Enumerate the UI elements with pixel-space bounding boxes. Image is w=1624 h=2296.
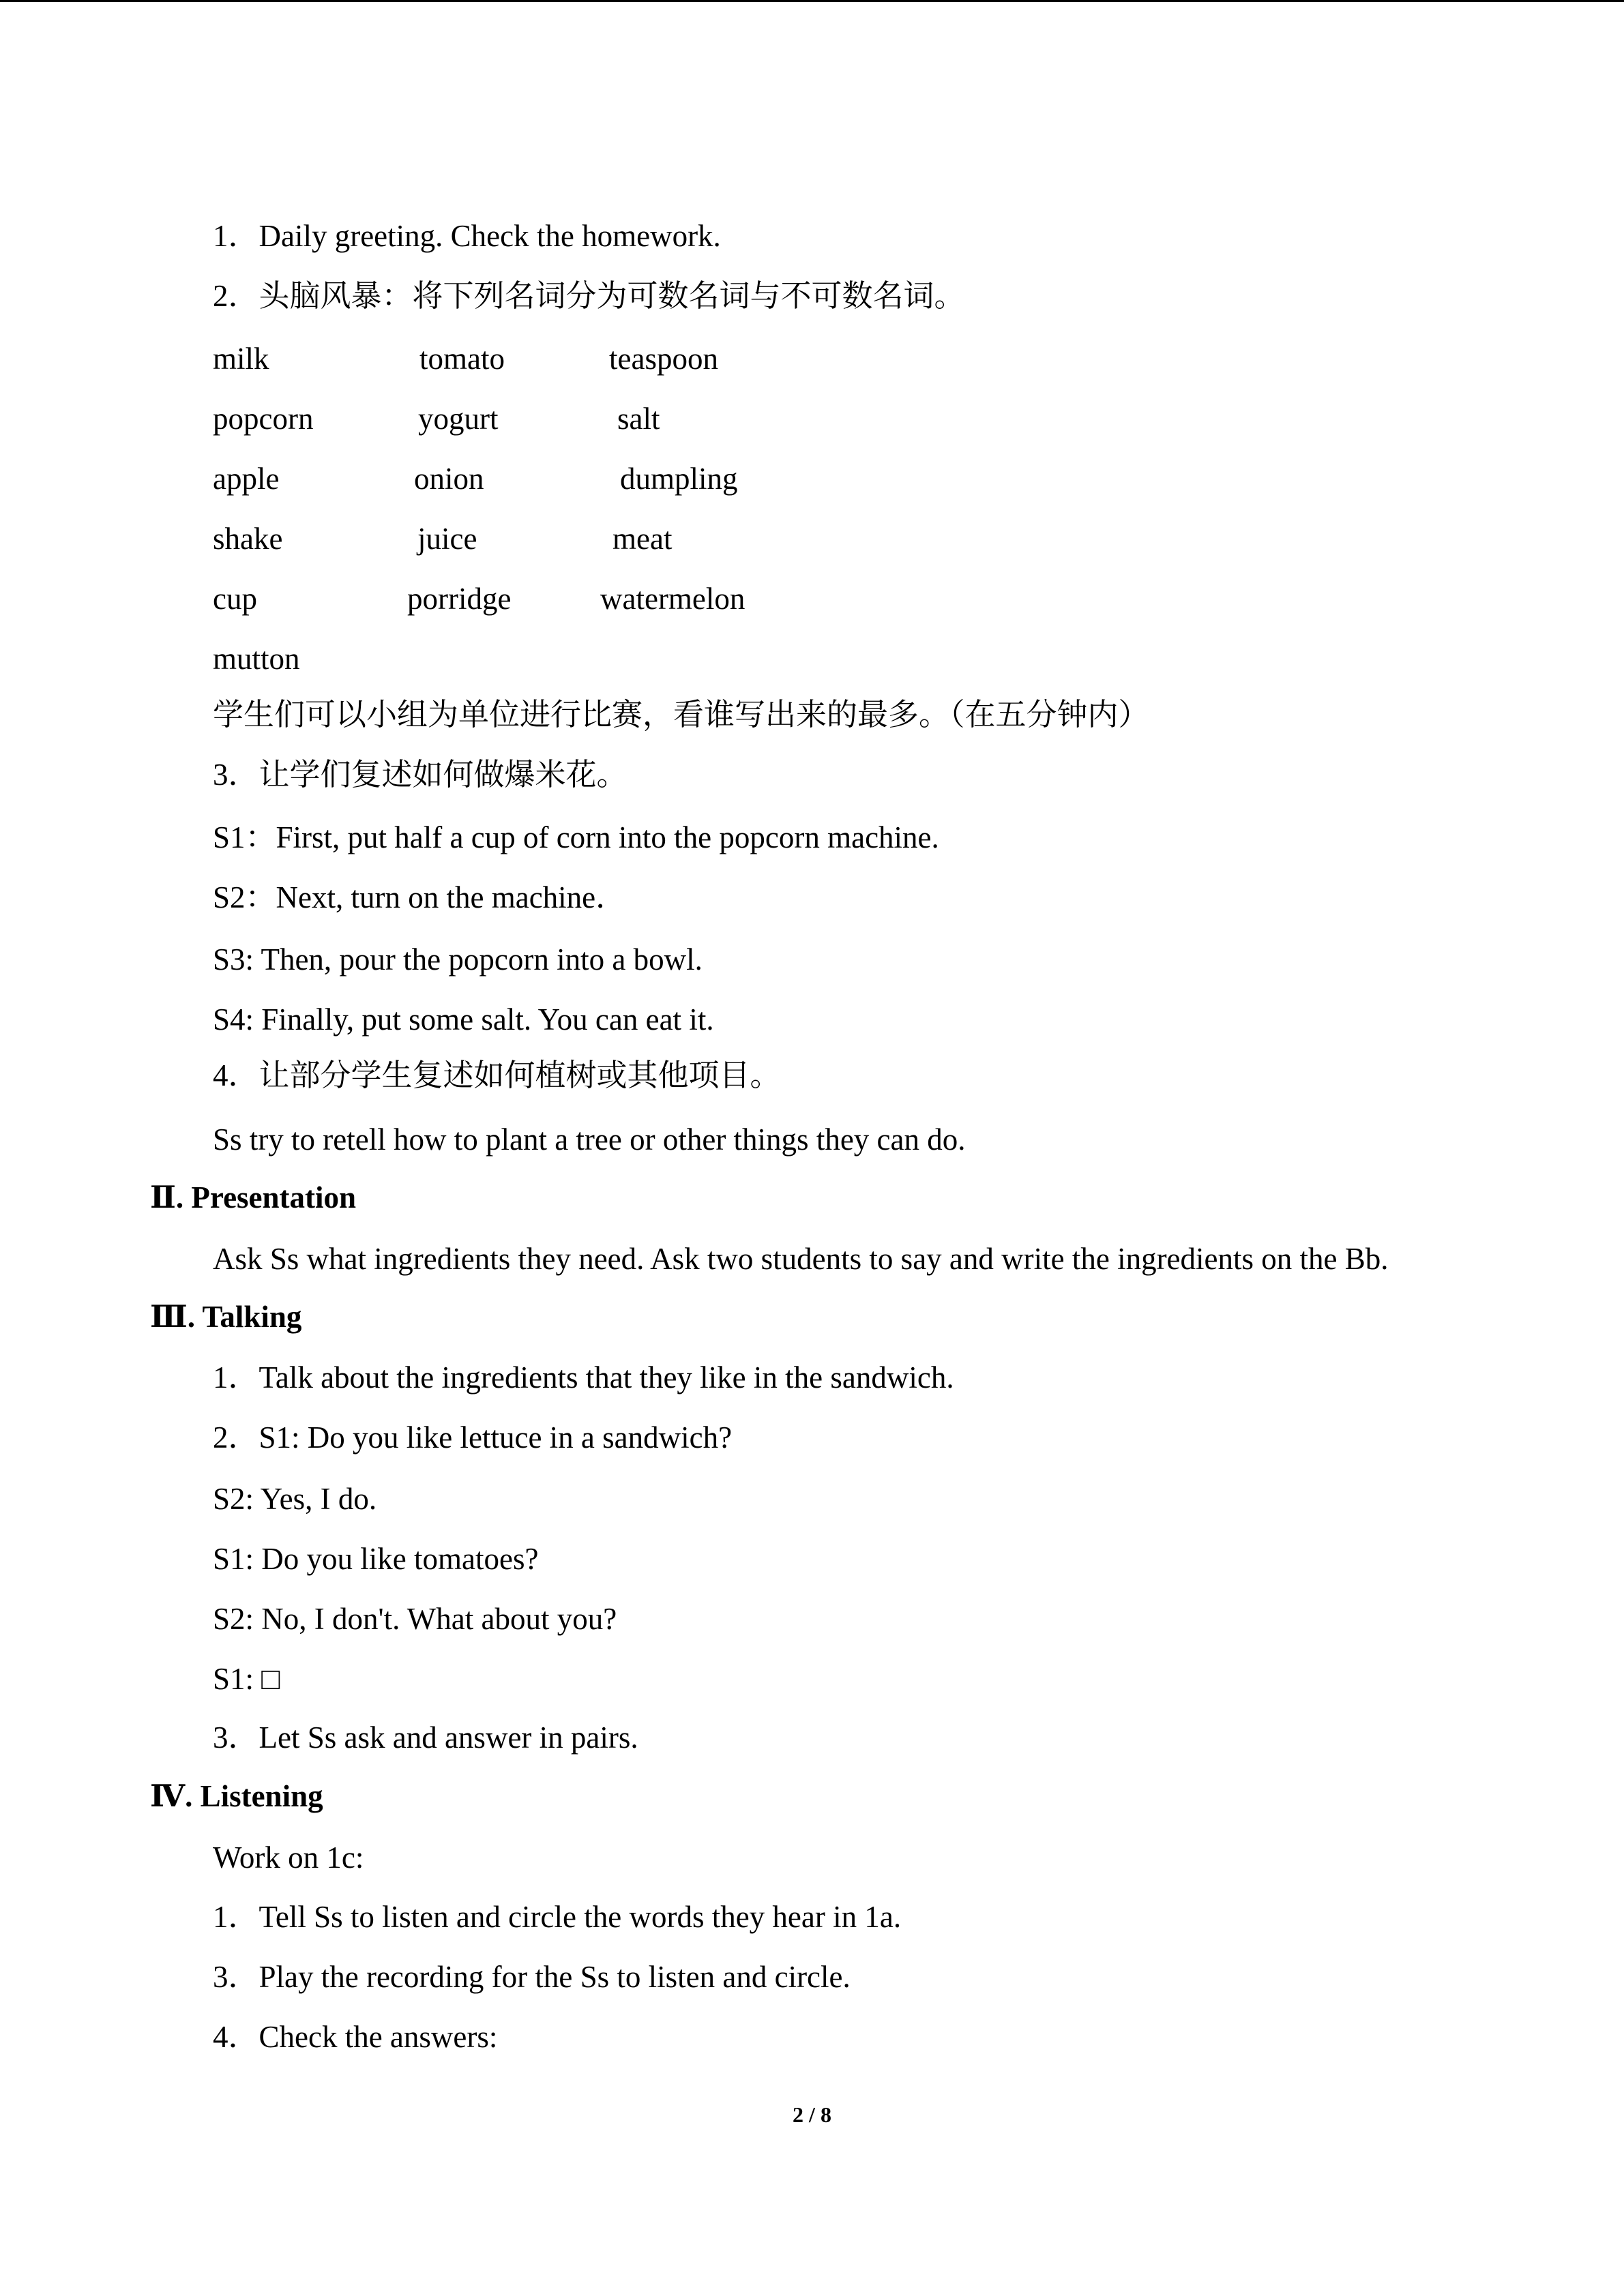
word-onion: onion — [414, 462, 484, 496]
talking-dialogue-3: S2: No, I don't. What about you? — [213, 1602, 617, 1636]
presentation-heading: Ⅱ. Presentation — [150, 1180, 357, 1214]
dialogue-s4: S4: Finally, put some salt. You can eat it. — [213, 1002, 714, 1037]
dialogue-s3: S3: Then, pour the popcorn into a bowl. — [213, 942, 703, 976]
word-salt: salt — [617, 402, 660, 436]
listening-intro: Work on 1c: — [213, 1840, 364, 1875]
top-border — [0, 0, 1624, 2]
word-dumpling: dumpling — [620, 462, 738, 496]
competition-note: 学生们可以小组为单位进行比赛，看谁写出来的最多。（在五分钟内） — [213, 698, 1149, 732]
word-yogurt: yogurt — [418, 402, 499, 436]
talking-item-2: 2．S1: Do you like lettuce in a sandwich? — [213, 1420, 733, 1455]
listening-item-4: 4．Check the answers: — [213, 2020, 498, 2054]
dialogue-s2: S2：Next, turn on the machine． — [213, 880, 627, 914]
warmup-item-4: 4．让部分学生复述如何植树或其他项目。 — [213, 1058, 781, 1092]
warmup-item-3: 3．让学们复述如何做爆米花。 — [213, 758, 628, 792]
talking-dialogue-1: S2: Yes, I do. — [213, 1482, 377, 1516]
dialogue-s1: S1：First, put half a cup of corn into the popcorn machine. — [213, 820, 939, 854]
talking-heading: Ⅲ. Talking — [150, 1300, 302, 1334]
warmup-item-2: 2．头脑风暴：将下列名词分为可数名词与不可数名词。 — [213, 279, 965, 313]
word-mutton: mutton — [213, 642, 300, 676]
presentation-text: Ask Ss what ingredients they need. Ask two students to say and write the ingredients on the Bb. — [213, 1242, 1389, 1276]
page-number: 2 / 8 — [793, 2102, 831, 2127]
listening-heading: Ⅳ. Listening — [150, 1779, 323, 1813]
word-watermelon: watermelon — [600, 582, 745, 616]
word-cup: cup — [213, 582, 257, 616]
talking-item-3: 3．Let Ss ask and answer in pairs. — [213, 1720, 638, 1755]
talking-dialogue-4: S1: □ — [213, 1662, 280, 1696]
listening-item-3: 3．Play the recording for the Ss to listen and circle. — [213, 1960, 851, 1994]
talking-dialogue-2: S1: Do you like tomatoes? — [213, 1542, 539, 1576]
word-shake: shake — [213, 522, 283, 556]
word-apple: apple — [213, 462, 280, 496]
word-popcorn: popcorn — [213, 402, 314, 436]
word-milk: milk — [213, 342, 269, 376]
warmup-item-1: 1．Daily greeting. Check the homework. — [213, 219, 721, 253]
word-porridge: porridge — [407, 582, 512, 616]
word-tomato: tomato — [419, 342, 505, 376]
retell-text: Ss try to retell how to plant a tree or other things they can do. — [213, 1122, 966, 1157]
talking-item-1: 1．Talk about the ingredients that they like in the sandwich. — [213, 1360, 954, 1395]
word-juice: juice — [417, 522, 477, 556]
listening-item-1: 1．Tell Ss to listen and circle the words they hear in 1a. — [213, 1900, 902, 1934]
word-teaspoon: teaspoon — [609, 342, 718, 376]
word-meat: meat — [612, 522, 673, 556]
